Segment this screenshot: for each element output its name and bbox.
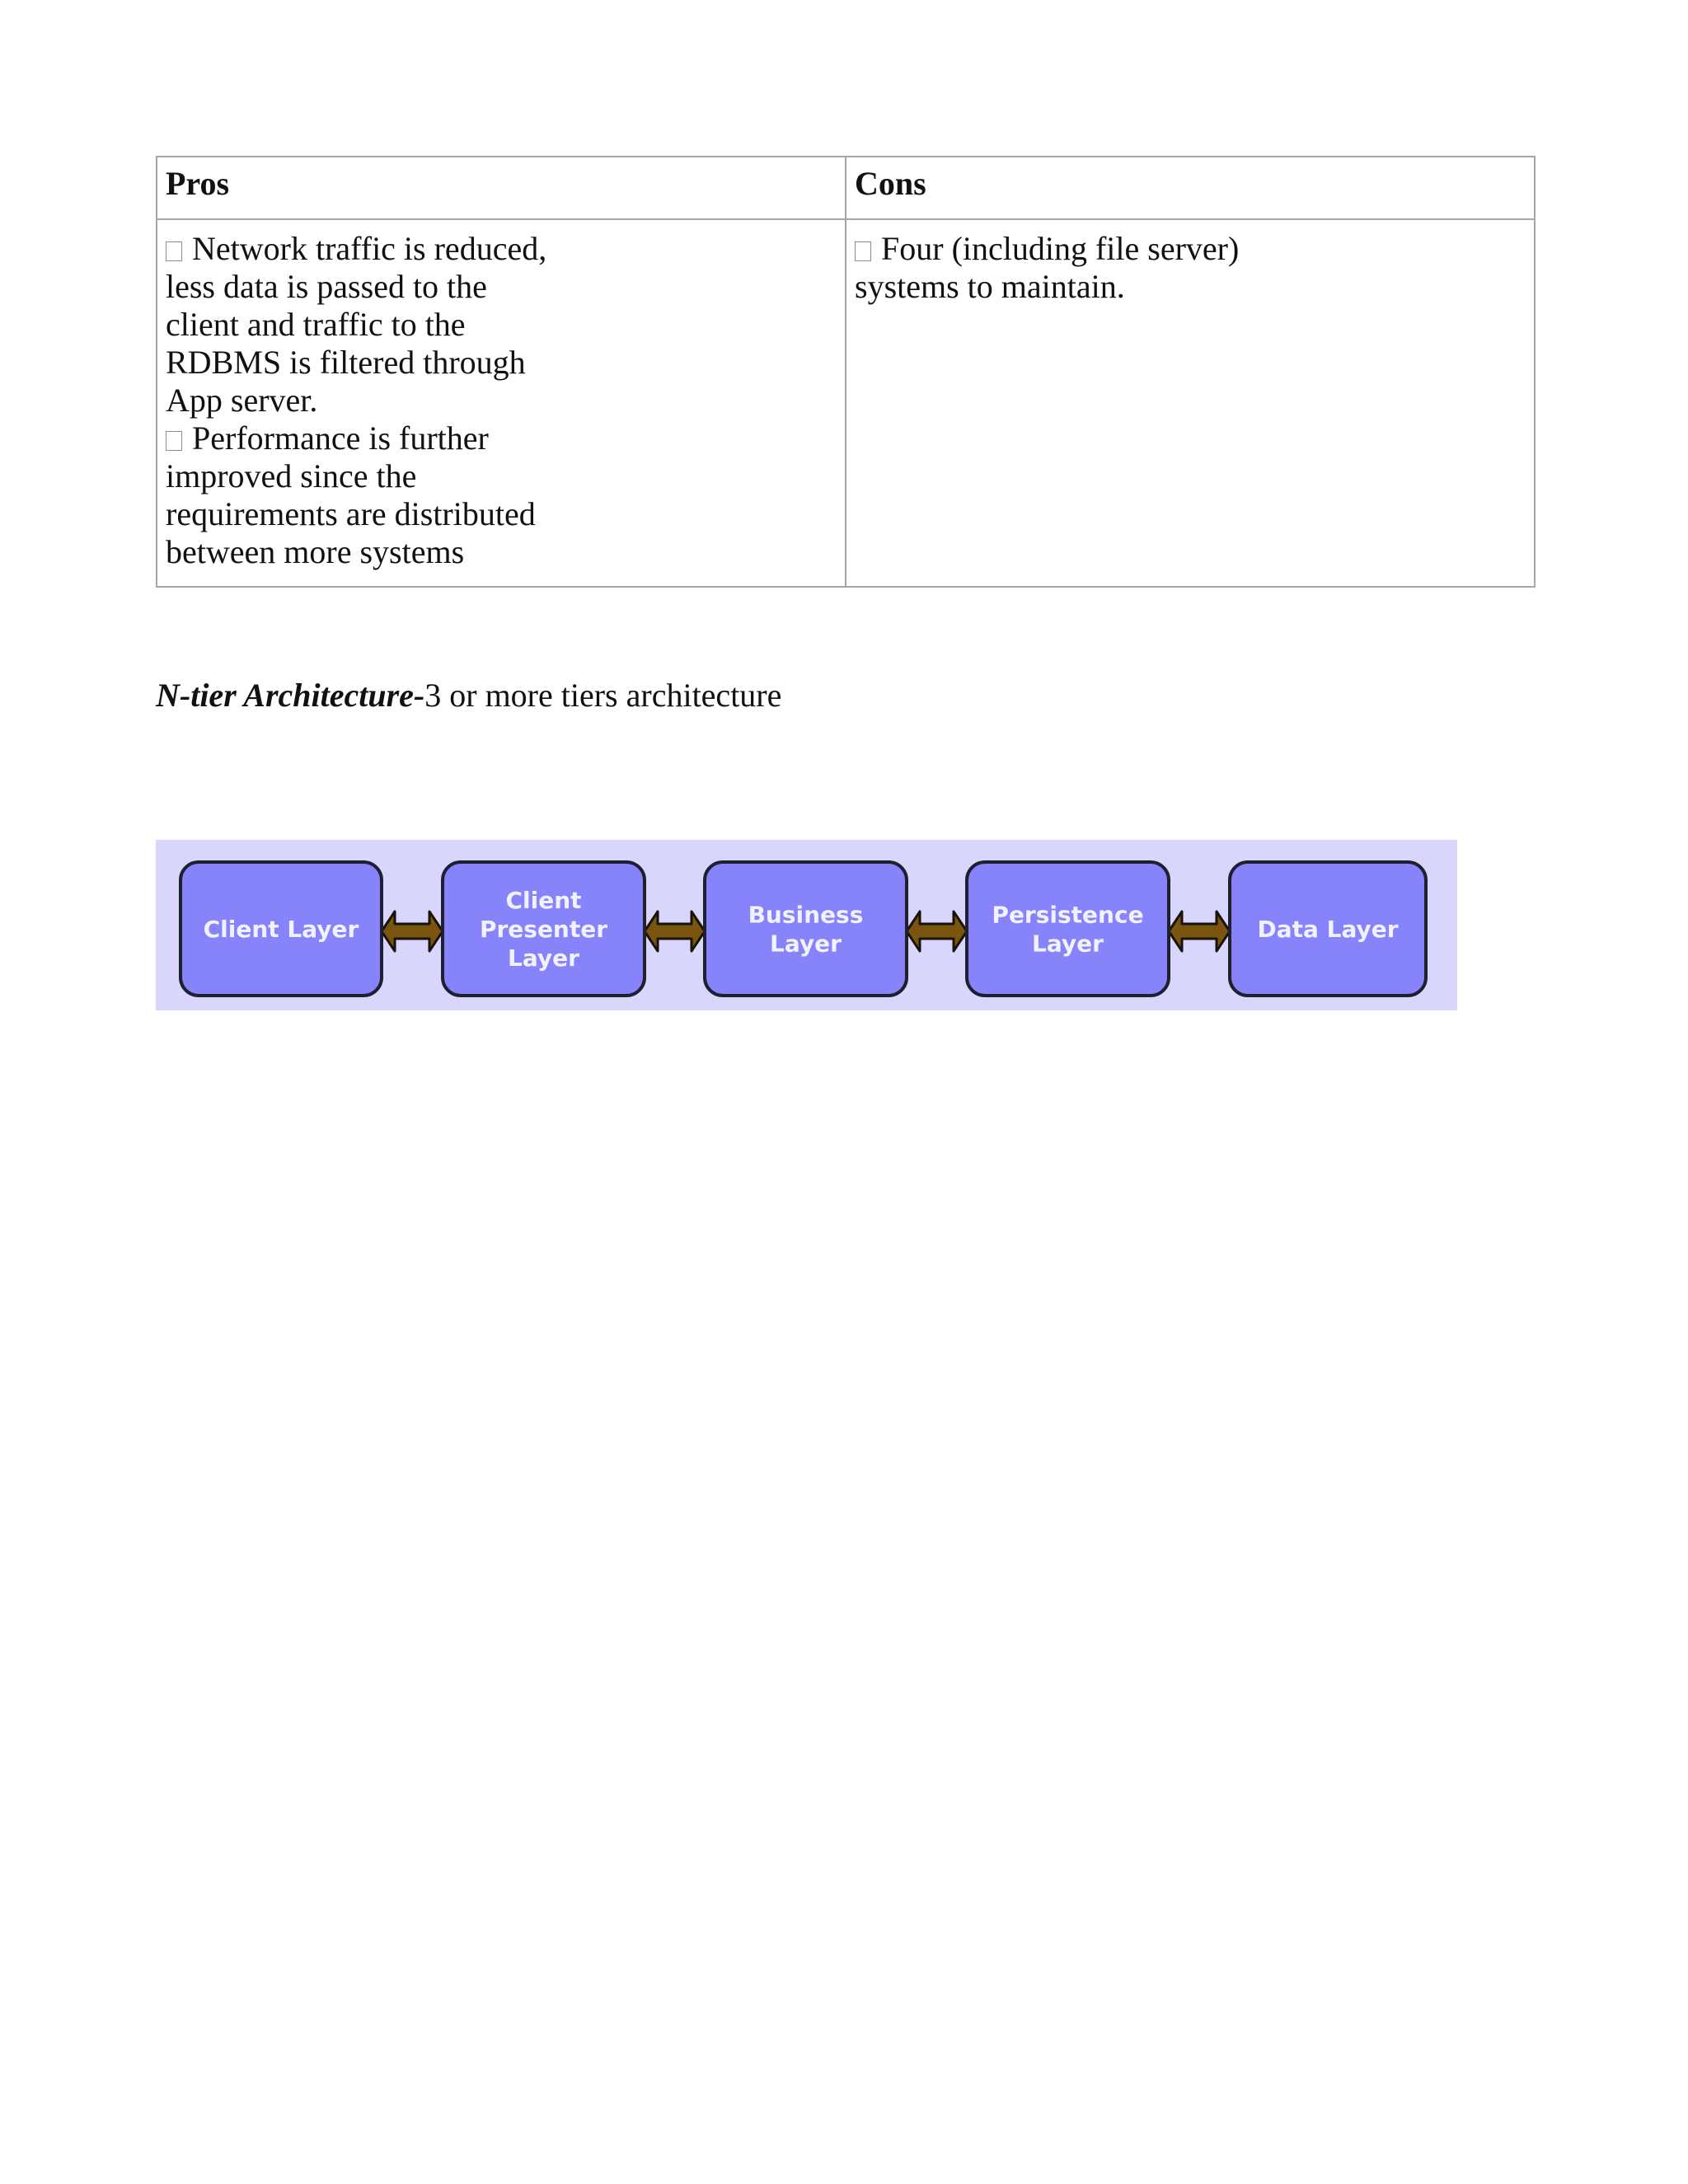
layer-box-shape <box>705 862 907 996</box>
table-header-row <box>157 157 1535 219</box>
pros-line: Performance is further <box>192 419 489 457</box>
list-item <box>166 419 837 457</box>
layer-box <box>1230 862 1426 996</box>
layer-label: Presenter <box>479 916 608 943</box>
pros-line: improved since the <box>166 457 417 494</box>
heading-rest: 3 or more tiers architecture <box>424 677 782 714</box>
heading-bold-italic: N-tier Architecture- <box>156 677 425 714</box>
layer-box <box>181 862 382 996</box>
n-tier-diagram <box>156 840 1457 1010</box>
layer-label: Client Layer <box>203 916 359 943</box>
double-arrow-icon <box>645 912 705 951</box>
pros-cell <box>157 219 846 587</box>
layer-box-shape <box>967 862 1169 996</box>
pros-line: requirements are distributed <box>166 495 536 532</box>
layer-label: Client <box>505 887 582 914</box>
pros-line: RDBMS is filtered through <box>166 344 526 381</box>
layer-label: Layer <box>770 930 842 958</box>
list-item <box>166 230 837 268</box>
bullet-box-icon <box>166 241 182 261</box>
pros-line: App server. <box>166 382 318 419</box>
double-arrow-icon <box>907 912 967 951</box>
double-arrow-icon <box>382 912 443 951</box>
layer-label: Layer <box>1032 930 1104 958</box>
layer-label: Data Layer <box>1257 916 1399 943</box>
cons-cell <box>846 219 1535 587</box>
double-arrow-icon <box>1169 912 1230 951</box>
table-row <box>157 219 1535 587</box>
n-tier-diagram-svg <box>156 840 1457 1010</box>
list-item <box>855 230 1526 268</box>
bullet-box-icon <box>166 431 182 451</box>
pros-cons-table <box>156 156 1536 588</box>
pros-line: between more systems <box>166 533 465 570</box>
layer-label: Persistence <box>992 901 1144 929</box>
layer-box <box>705 862 907 996</box>
cons-line: Four (including file server) <box>881 230 1240 267</box>
layer-label: Layer <box>508 944 579 972</box>
layer-label: Business <box>748 901 864 929</box>
pros-line: Network traffic is reduced, <box>192 230 547 267</box>
section-heading <box>156 674 781 717</box>
cons-line: systems to maintain. <box>855 268 1125 305</box>
cons-header: Cons <box>846 157 1535 219</box>
pros-line: less data is passed to the <box>166 268 487 305</box>
layer-box <box>443 862 645 996</box>
layer-box <box>967 862 1169 996</box>
pros-line: client and traffic to the <box>166 306 466 343</box>
bullet-box-icon <box>855 241 871 261</box>
pros-header: Pros <box>157 157 846 219</box>
